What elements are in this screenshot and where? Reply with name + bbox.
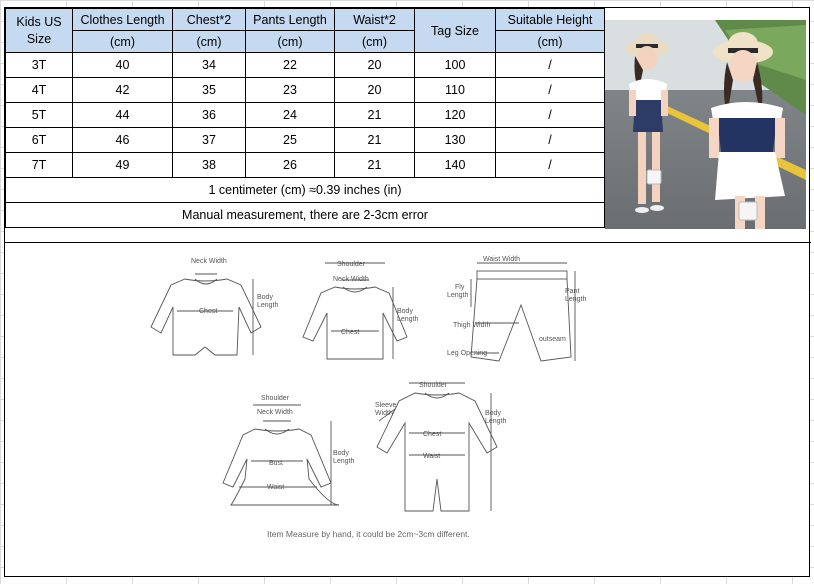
dress-body-label: Body [333,450,349,457]
table-row [6,78,605,103]
romper-shoulder-label: Shoulder [419,382,448,389]
header-chest: Chest*2 [173,9,246,31]
cell-tag-size: 100 [415,53,496,78]
cell-size: 6T [6,128,73,153]
unit-pants-length: (cm) [246,31,335,53]
table-row [6,128,605,153]
unit-suitable-height: (cm) [496,31,605,53]
top-chest-label: Chest [341,329,360,336]
header-pants-length: Pants Length [246,9,335,31]
pants-length-label: Length [565,296,587,303]
size-table [5,8,605,228]
cell-size: 7T [6,153,73,178]
cell-suitable-height: / [496,103,605,128]
cell-pants-length: 24 [246,103,335,128]
cell-suitable-height: / [496,153,605,178]
bodysuit-length-label: Length [257,302,279,309]
romper-width-label: Width [375,410,393,417]
romper-sleeve-label: Sleeve [375,402,397,409]
cell-chest: 36 [173,103,246,128]
cell-pants-length: 22 [246,53,335,78]
dress-neck-width-label: Neck Width [257,409,293,416]
table-row [6,53,605,78]
pants-waist-width-label: Waist Width [483,256,521,263]
measurement-diagram [5,242,811,579]
header-clothes-length: Clothes Length [73,9,173,31]
cell-pants-length: 25 [246,128,335,153]
unit-waist: (cm) [335,31,415,53]
header-kids-size-label: Kids US Size [16,14,62,46]
pants-leg-opening-label: Leg Opening [447,350,488,357]
cell-suitable-height: / [496,53,605,78]
cell-clothes-length: 42 [73,78,173,103]
cell-tag-size: 110 [415,78,496,103]
cell-waist: 21 [335,153,415,178]
bodysuit-chest-label: Chest [199,308,218,315]
cell-clothes-length: 49 [73,153,173,178]
cell-pants-length: 26 [246,153,335,178]
bodysuit-body-label: Body [257,294,273,301]
cell-chest: 37 [173,128,246,153]
top-neck-width-label: Neck Width [333,276,369,283]
header-row [6,9,605,31]
cell-clothes-length: 40 [73,53,173,78]
cell-pants-length: 23 [246,78,335,103]
table-row [6,153,605,178]
cell-waist: 20 [335,53,415,78]
table-row [6,103,605,128]
cell-waist: 21 [335,103,415,128]
girls-photo-illustration [605,20,806,229]
romper-body-label: Body [485,410,501,417]
pants-outline [471,263,575,361]
units-row [6,31,605,53]
size-chart-sheet [4,7,810,577]
error-row [6,203,605,228]
conversion-row [6,178,605,203]
top-shoulder-label: Shoulder [337,261,366,268]
pants-fly-length-label: Length [447,292,469,299]
cell-chest: 38 [173,153,246,178]
top-body-label: Body [397,308,413,315]
pants-pant-label: Pant [565,288,580,295]
cell-suitable-height: / [496,78,605,103]
cell-tag-size: 140 [415,153,496,178]
cell-clothes-length: 44 [73,103,173,128]
cell-chest: 35 [173,78,246,103]
cell-waist: 21 [335,128,415,153]
header-tag-size: Tag Size [415,9,496,53]
cell-suitable-height: / [496,128,605,153]
cell-tag-size: 130 [415,128,496,153]
conversion-note: 1 centimeter (cm) ≈0.39 inches (in) [6,178,605,203]
cell-clothes-length: 46 [73,128,173,153]
dress-waist-label: Waist [267,484,285,491]
diagram-footer-note: Item Measure by hand, it could be 2cm~3cm different. [267,529,470,539]
cell-size: 3T [6,53,73,78]
dress-bust-label: Bust [269,460,284,467]
top-length-label: Length [397,316,419,323]
cell-waist: 20 [335,78,415,103]
bodysuit-neck-width-label: Neck Width [191,258,227,265]
header-suitable-height: Suitable Height [496,9,605,31]
header-waist: Waist*2 [335,9,415,31]
romper-chest-label: Chest [423,431,442,438]
unit-chest: (cm) [173,31,246,53]
romper-length-label: Length [485,418,507,425]
pants-thigh-width-label: Thigh Width [453,322,491,329]
cell-size: 5T [6,103,73,128]
cell-size: 4T [6,78,73,103]
product-photo [605,20,806,229]
romper-waist-label: Waist [423,453,441,460]
cell-tag-size: 120 [415,103,496,128]
dress-shoulder-label: Shoulder [261,395,290,402]
pants-outseam-label: outseam [539,336,566,343]
pants-fly-label: Fly [455,284,465,291]
error-note: Manual measurement, there are 2-3cm error [6,203,605,228]
cell-chest: 34 [173,53,246,78]
header-kids-size [6,9,73,53]
dress-length-label: Length [333,458,355,465]
measurement-diagram-svg [5,243,811,579]
unit-clothes-length: (cm) [73,31,173,53]
